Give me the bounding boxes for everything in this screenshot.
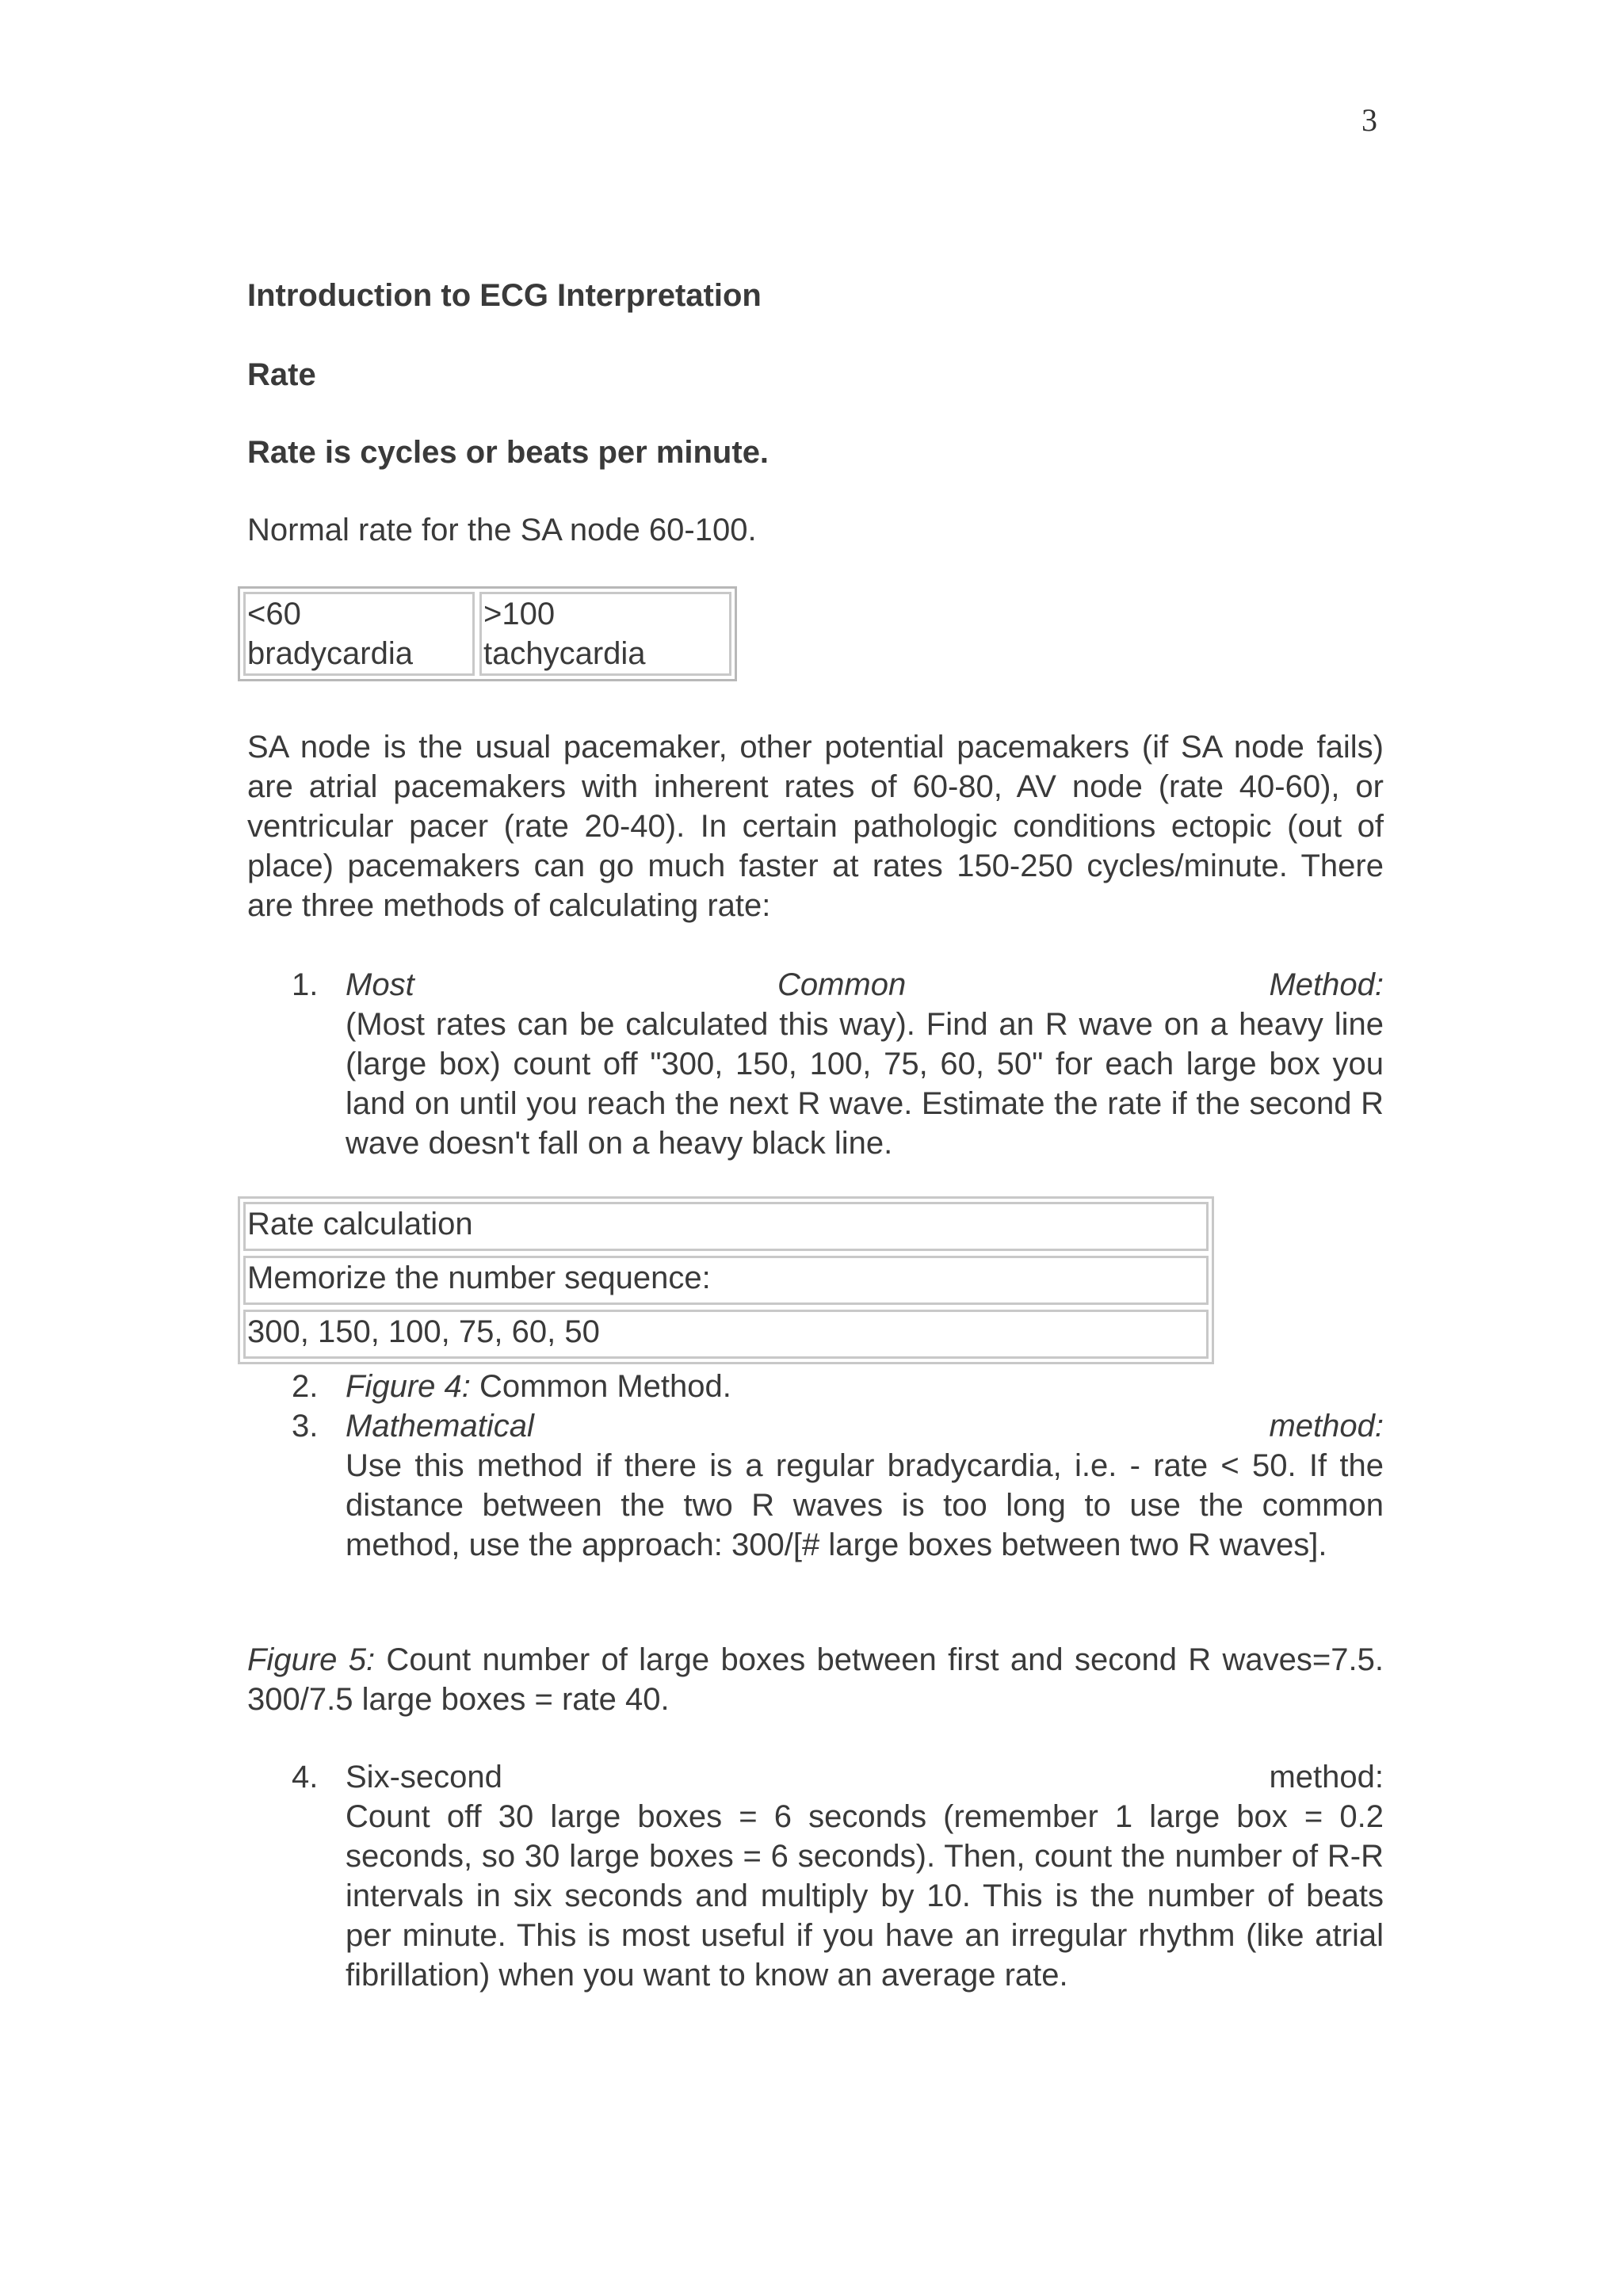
method-3-title-right: method: [1269,1409,1384,1444]
list-number-1: 1. [292,967,319,1002]
page-number: 3 [1361,102,1377,138]
method-1-title-word-2: Common [777,967,907,1002]
pacemaker-paragraph: SA node is the usual pacemaker, other potential pacemakers (if SA node fails) are atrial pacemakers with inherent rates of 60-80, AV node (rate 40-60), or ventricular pacer (rate 20-40). In certain pathologic conditions ectopic (out of place) pacemakers can go much faster at rates 150-250 cycles/minute. There are three methods of calculating rate: [247,730,1384,923]
figure-5-text: Count number of large boxes between first and second R waves=7.5. 300/7.5 large boxes = rate 40. [247,1642,1384,1717]
calc-row-instruction: Memorize the number sequence: [243,1256,1209,1305]
section-heading: Rate [247,357,316,392]
method-4-title [346,1757,1384,1797]
method-item-mathematical [346,1406,1384,1565]
list-number-2: 2. [292,1369,319,1404]
figure-5-label: Figure 5: [247,1642,376,1677]
method-1-title-word-1: Most [346,967,414,1002]
method-1-text: (Most rates can be calculated this way). Find an R wave on a heavy line (large box) count off "300, 150, 100, 75, 60, 50" for each large box you land on until you reach the next R wave. Estimate the rate if the second R wave doesn't fall on a heavy black line. [346,1007,1384,1161]
method-1-title [346,965,1384,1005]
method-4-title-right: method: [1269,1760,1384,1794]
figure-4-text: Common Method. [470,1369,731,1404]
tachycardia-label: tachycardia [483,636,646,671]
method-3-title [346,1406,1384,1446]
method-4-title-left: Six-second [346,1760,502,1794]
method-3-title-left: Mathematical [346,1409,534,1444]
rate-range-table [238,586,737,681]
method-3-text: Use this method if there is a regular bradycardia, i.e. - rate < 50. If the distance between the two R waves is too long to use the common method, use the approach: 300/[# large boxes between two R waves]. [346,1448,1384,1562]
figure-4-caption [346,1367,1384,1406]
bradycardia-cell [243,592,475,676]
figure-4-label: Figure 4: [346,1369,471,1404]
list-number-3: 3. [292,1409,319,1444]
tachycardia-cell [479,592,731,676]
calc-row-title: Rate calculation [243,1202,1209,1251]
document-title: Introduction to ECG Interpretation [247,278,762,313]
normal-rate-text: Normal rate for the SA node 60-100. [247,513,757,547]
tachycardia-value: >100 [483,597,556,631]
bradycardia-label: bradycardia [247,636,414,671]
method-item-six-second [346,1757,1384,1995]
method-4-text: Count off 30 large boxes = 6 seconds (remember 1 large box = 0.2 seconds, so 30 large boxes = 6 seconds). Then, count the number of R-R intervals in six seconds and multiply by 10. This is the number of beats per minute. This is most useful if you have an irregular rhythm (like atrial fibrillation) when you want to know an average rate. [346,1799,1384,1993]
figure-5-caption [247,1640,1384,1719]
method-1-title-word-3: Method: [1269,967,1384,1002]
list-number-4: 4. [292,1760,319,1794]
rate-calculation-table [238,1196,1214,1364]
method-item-most-common [346,965,1384,1163]
rate-definition: Rate is cycles or beats per minute. [247,435,769,470]
calc-row-sequence: 300, 150, 100, 75, 60, 50 [243,1310,1209,1359]
bradycardia-value: <60 [247,597,301,631]
